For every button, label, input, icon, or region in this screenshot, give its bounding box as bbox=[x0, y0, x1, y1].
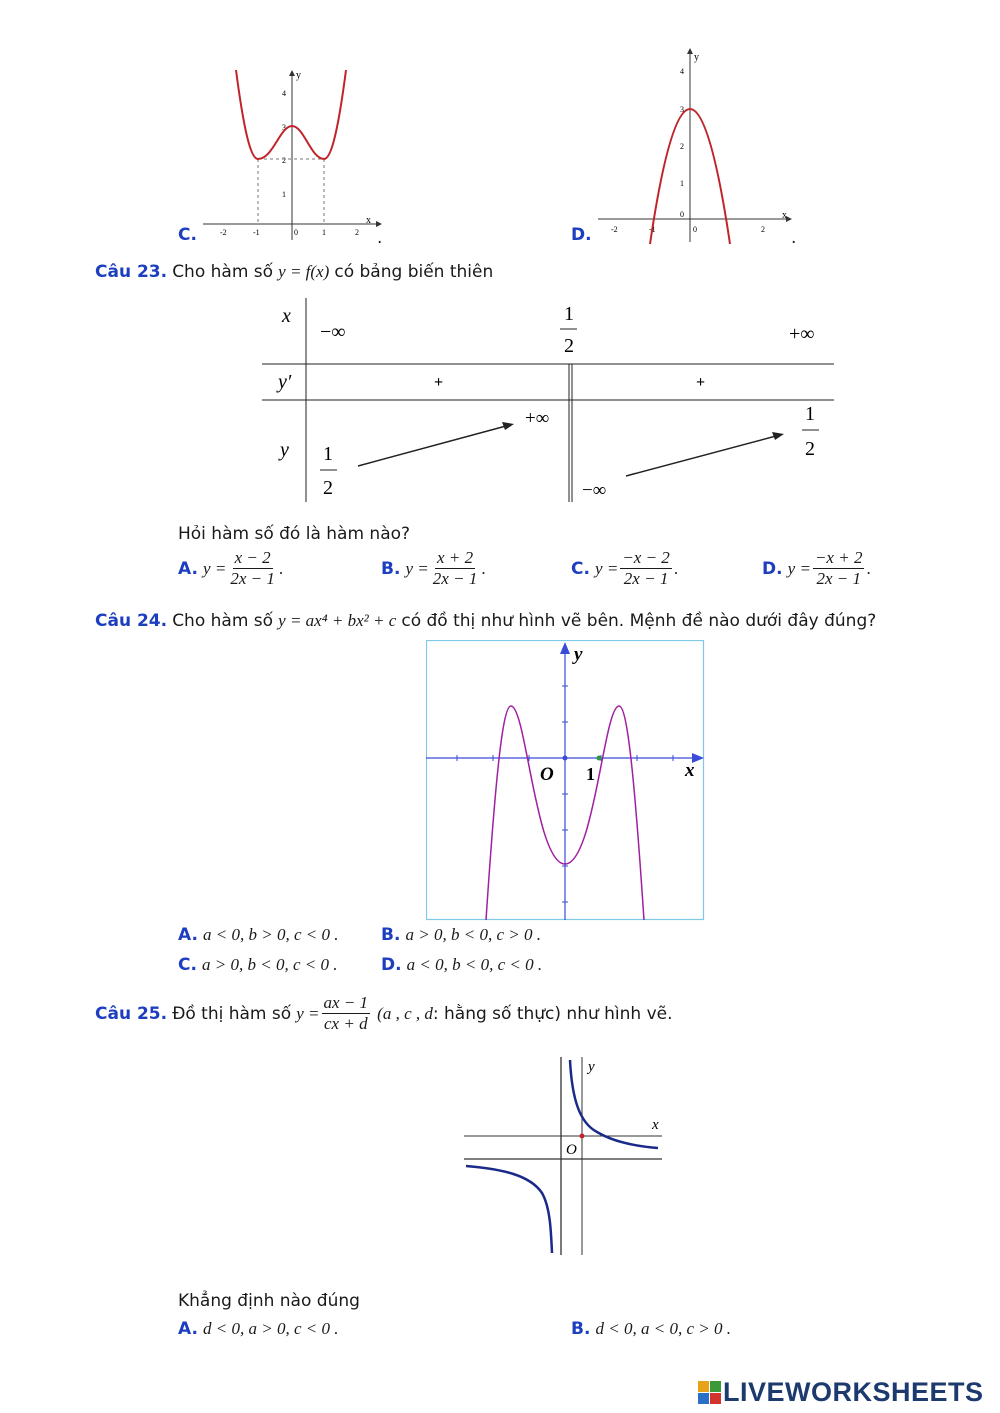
q24-option-b[interactable]: B. a > 0, b < 0, c > 0 . bbox=[381, 925, 541, 945]
q23-question: Hỏi hàm số đó là hàm nào? bbox=[178, 524, 411, 544]
svg-text:2: 2 bbox=[761, 225, 765, 234]
svg-text:0: 0 bbox=[294, 228, 298, 237]
svg-text:y: y bbox=[280, 439, 289, 461]
svg-text:3: 3 bbox=[680, 105, 684, 114]
q22-graph-d bbox=[596, 42, 796, 247]
y-axis-label: y bbox=[694, 52, 699, 63]
q24-formula: y = ax⁴ + bx² + c bbox=[278, 611, 397, 630]
svg-text:2: 2 bbox=[355, 228, 359, 237]
q25-fraction: $\frac{ax - 1}{cx + d}$ bbox=[323, 993, 369, 1033]
svg-text:y: y bbox=[574, 644, 583, 665]
q22-option-c-label: C. bbox=[178, 225, 197, 245]
svg-text:1: 1 bbox=[586, 764, 595, 784]
svg-text:x: x bbox=[685, 760, 695, 781]
svg-text:2: 2 bbox=[680, 142, 684, 151]
q23-label: Câu 23. bbox=[95, 262, 168, 282]
q24-stem: Câu 24. Cho hàm số y = ax⁴ + bx² + c có đồ thị như hình vẽ bên. Mệnh đề nào dưới đây đúng? bbox=[95, 611, 877, 631]
q22-option-c-period: . bbox=[377, 228, 383, 248]
q23-option-a[interactable]: A. y = $\frac{x - 2}{2x - 1}$ . bbox=[178, 548, 284, 588]
svg-text:-1: -1 bbox=[253, 228, 260, 237]
variation-table bbox=[262, 298, 837, 503]
q24-label: Câu 24. bbox=[95, 611, 168, 631]
svg-text:3: 3 bbox=[282, 123, 286, 132]
svg-text:1: 1 bbox=[680, 179, 684, 188]
svg-text:y′: y′ bbox=[278, 371, 292, 393]
y-axis-label: y bbox=[296, 70, 301, 81]
svg-text:−∞: −∞ bbox=[582, 480, 607, 501]
svg-text:1: 1 bbox=[564, 303, 574, 325]
svg-text:-1: -1 bbox=[649, 225, 656, 234]
q22-option-d-label: D. bbox=[571, 225, 592, 245]
svg-text:1: 1 bbox=[805, 403, 815, 425]
svg-text:y: y bbox=[588, 1059, 595, 1075]
q25-label: Câu 25. bbox=[95, 1003, 168, 1024]
svg-text:0: 0 bbox=[680, 210, 684, 219]
q23-stem: Câu 23. Cho hàm số y = f(x) có bảng biến thiên bbox=[95, 262, 494, 282]
svg-text:1: 1 bbox=[282, 190, 286, 199]
svg-text:2: 2 bbox=[805, 438, 815, 460]
q22-graph-c bbox=[198, 62, 383, 247]
svg-text:O: O bbox=[540, 764, 554, 785]
svg-text:-2: -2 bbox=[611, 225, 618, 234]
svg-text:0: 0 bbox=[693, 225, 697, 234]
liveworksheets-logo-icon bbox=[697, 1380, 723, 1406]
q25-stem: Câu 25. Đồ thị hàm số y = $\frac{ax - 1}{cx + d}$ (a , c , d : hằng số thực) như hình vẽ. bbox=[95, 993, 673, 1033]
q23-option-d[interactable]: D. y = $\frac{-x + 2}{2x - 1}$ . bbox=[762, 548, 871, 588]
svg-text:O: O bbox=[566, 1142, 577, 1158]
svg-text:2: 2 bbox=[282, 156, 286, 165]
svg-text:-2: -2 bbox=[220, 228, 227, 237]
logo-text: LIVEWORKSHEETS bbox=[723, 1377, 984, 1407]
svg-text:2: 2 bbox=[323, 477, 333, 499]
q23-option-b[interactable]: B. y = $\frac{x + 2}{2x - 1}$ . bbox=[381, 548, 486, 588]
q24-graph bbox=[426, 640, 706, 922]
svg-text:1: 1 bbox=[323, 443, 333, 465]
svg-text:4: 4 bbox=[680, 67, 684, 76]
svg-text:2: 2 bbox=[564, 335, 574, 357]
svg-text:+: + bbox=[696, 374, 706, 391]
svg-text:+∞: +∞ bbox=[525, 408, 550, 429]
svg-text:+∞: +∞ bbox=[789, 323, 815, 345]
q24-option-c[interactable]: C. a > 0, b < 0, c < 0 . bbox=[178, 955, 338, 975]
q23-formula: y = f(x) bbox=[278, 262, 330, 281]
liveworksheets-logo bbox=[697, 1377, 984, 1408]
q25-option-b[interactable]: B. d < 0, a < 0, c > 0 . bbox=[571, 1319, 731, 1339]
q24-option-d[interactable]: D. a < 0, b < 0, c < 0 . bbox=[381, 955, 543, 975]
svg-text:4: 4 bbox=[282, 89, 286, 98]
q25-question: Khẳng định nào đúng bbox=[178, 1291, 360, 1311]
svg-text:x: x bbox=[282, 305, 291, 327]
x-axis-label: x bbox=[366, 215, 371, 226]
q22-option-d-period: . bbox=[791, 228, 797, 248]
svg-text:−∞: −∞ bbox=[320, 321, 346, 343]
svg-text:+: + bbox=[434, 374, 444, 391]
svg-text:1: 1 bbox=[322, 228, 326, 237]
q24-option-a[interactable]: A. a < 0, b > 0, c < 0 . bbox=[178, 925, 339, 945]
q23-option-c[interactable]: C. y = $\frac{-x - 2}{2x - 1}$ . bbox=[571, 548, 679, 588]
q25-option-a[interactable]: A. d < 0, a > 0, c < 0 . bbox=[178, 1319, 339, 1339]
x-axis-label: x bbox=[782, 210, 787, 221]
q25-graph bbox=[462, 1055, 667, 1257]
svg-text:x: x bbox=[652, 1117, 659, 1133]
